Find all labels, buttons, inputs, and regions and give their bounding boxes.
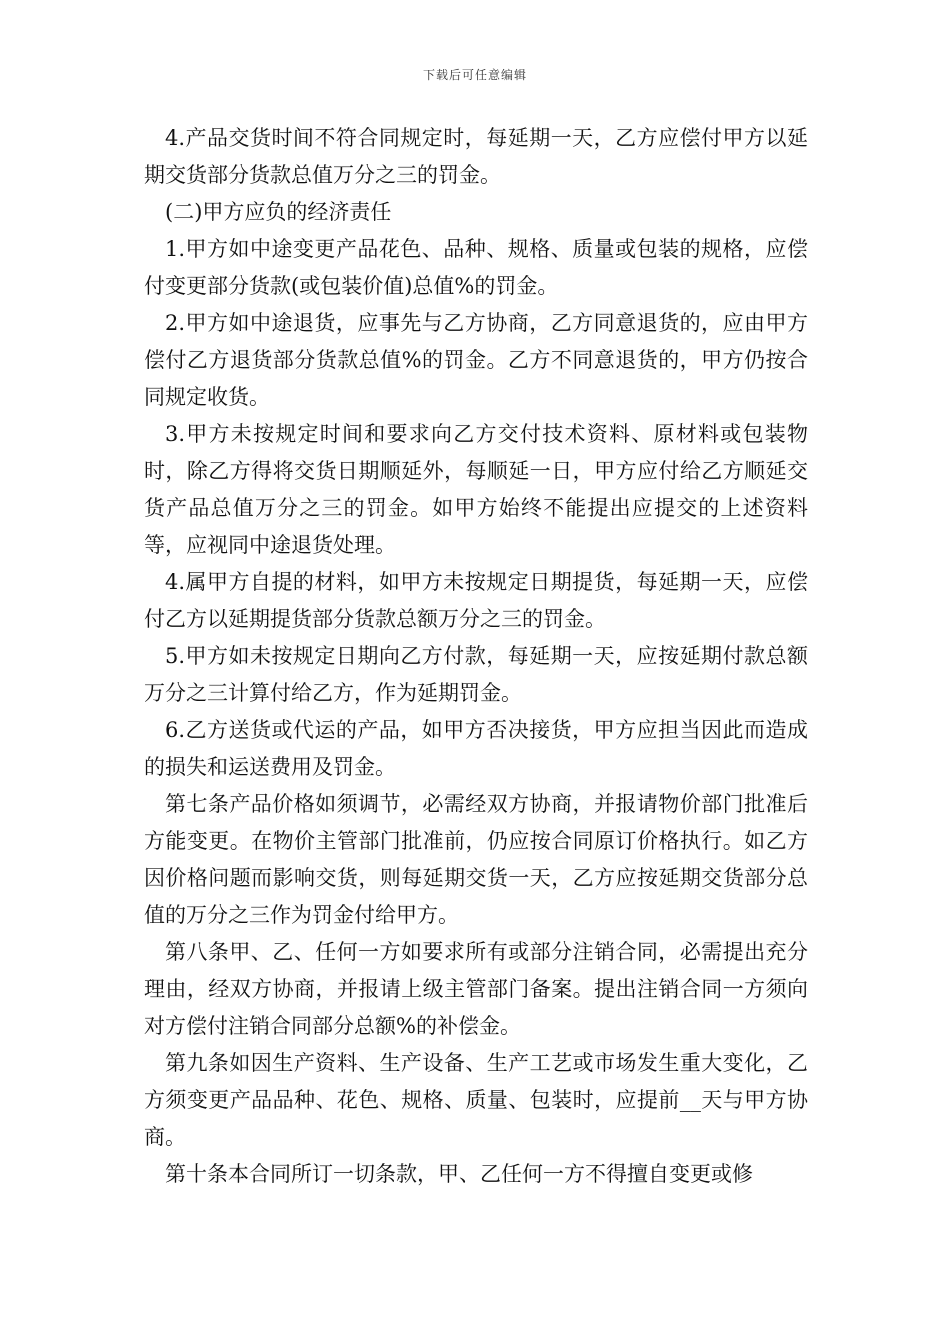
paragraph: 第八条甲、乙、任何一方如要求所有或部分注销合同，必需提出充分理由，经双方协商，并报请上级主管部门备案。提出注销合同一方须向对方偿付注销合同部分总额%的补偿金。 bbox=[144, 940, 808, 1038]
paragraph: 第十条本合同所订一切条款，甲、乙任何一方不得擅自变更或修 bbox=[165, 1162, 753, 1186]
page-header: 下载后可任意编辑 bbox=[422, 68, 527, 82]
paragraph: 第七条产品价格如须调节，必需经双方协商，并报请物价部门批准后方能变更。在物价主管部门批准前，仍应按合同原订价格执行。如乙方因价格问题而影响交货，则每延期交货一天，乙方应按延期交货部分总值的万分之三作为罚金付给甲方。 bbox=[144, 792, 808, 927]
paragraph: (二)甲方应负的经济责任 bbox=[165, 200, 392, 224]
paragraph: 第九条如因生产资料、生产设备、生产工艺或市场发生重大变化，乙方须变更产品品种、花色、规格、质量、包装时，应提前__天与甲方协商。 bbox=[144, 1051, 808, 1149]
paragraph: 6.乙方送货或代运的产品，如甲方否决接货，甲方应担当因此而造成的损失和运送费用及罚金。 bbox=[144, 718, 808, 779]
paragraph: 3.甲方未按规定时间和要求向乙方交付技术资料、原材料或包装物时，除乙方得将交货日期顺延外，每顺延一日，甲方应付给乙方顺延交货产品总值万分之三的罚金。如甲方始终不能提出应提交的上述资料等，应视同中途退货处理。 bbox=[144, 422, 808, 557]
paragraph: 4.属甲方自提的材料，如甲方未按规定日期提货，每延期一天，应偿付乙方以延期提货部分货款总额万分之三的罚金。 bbox=[144, 570, 808, 631]
document-body bbox=[144, 120, 808, 1193]
paragraph: 2.甲方如中途退货，应事先与乙方协商，乙方同意退货的，应由甲方偿付乙方退货部分货款总值%的罚金。乙方不同意退货的，甲方仍按合同规定收货。 bbox=[144, 311, 808, 409]
paragraph: 5.甲方如未按规定日期向乙方付款，每延期一天，应按延期付款总额万分之三计算付给乙方，作为延期罚金。 bbox=[144, 644, 808, 705]
paragraph: 4.产品交货时间不符合同规定时，每延期一天，乙方应偿付甲方以延期交货部分货款总值万分之三的罚金。 bbox=[144, 126, 808, 187]
paragraph: 1.甲方如中途变更产品花色、品种、规格、质量或包装的规格，应偿付变更部分货款(或包装价值)总值%的罚金。 bbox=[144, 237, 808, 298]
